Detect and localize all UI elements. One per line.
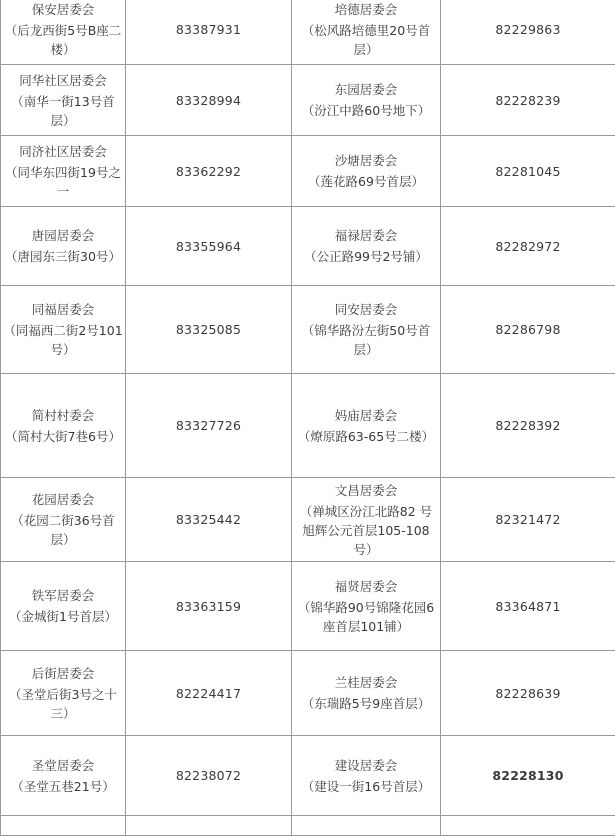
left-committee-address: （后龙西街5号B座二楼） <box>3 21 123 59</box>
right-committee-name: 文昌居委会 <box>294 481 438 500</box>
left-committee-name: 圣堂居委会 <box>3 756 123 775</box>
right-committee-cell <box>292 0 441 65</box>
left-committee-address: （同福西二街2号101号） <box>3 321 123 359</box>
right-phone-number: 82286798 <box>441 286 615 374</box>
left-committee-address: （金城街1号首层） <box>3 607 123 626</box>
right-committee-name: 福贤居委会 <box>294 577 438 596</box>
right-committee-cell <box>292 736 441 816</box>
right-committee-name: 东园居委会 <box>294 80 438 99</box>
left-phone-number: 83355964 <box>126 207 292 286</box>
left-committee-cell <box>1 478 126 562</box>
left-committee-cell <box>1 65 126 136</box>
right-committee-name: 同安居委会 <box>294 300 438 319</box>
left-committee-name: 后街居委会 <box>3 664 123 683</box>
right-committee-cell <box>292 65 441 136</box>
right-committee-cell <box>292 207 441 286</box>
right-committee-cell <box>292 286 441 374</box>
right-phone-number: 82229863 <box>441 0 615 65</box>
table-body <box>1 0 615 836</box>
table-row <box>1 286 615 374</box>
table-row <box>1 136 615 207</box>
left-committee-name: 简村村委会 <box>3 406 123 425</box>
right-phone-number: 82228392 <box>441 374 615 478</box>
right-phone-number: 83364871 <box>441 562 615 651</box>
table-row <box>1 65 615 136</box>
left-phone-number: 83363159 <box>126 562 292 651</box>
left-committee-cell <box>1 374 126 478</box>
table-row <box>1 0 615 65</box>
left-committee-name: 同福居委会 <box>3 300 123 319</box>
left-committee-name: 同华社区居委会 <box>3 71 123 90</box>
right-committee-name: 福禄居委会 <box>294 226 438 245</box>
right-committee-address: （建设一街16号首层） <box>294 777 438 796</box>
left-committee-address: （圣堂后街3号之十三） <box>3 685 123 723</box>
right-committee-address: （锦华路汾左街50号首层） <box>294 321 438 359</box>
right-committee-address: （汾江中路60号地下） <box>294 101 438 120</box>
left-committee-address: （南华一街13号首层） <box>3 92 123 130</box>
left-committee-cell <box>1 286 126 374</box>
right-committee-address: （公正路99号2号铺） <box>294 247 438 266</box>
left-phone-number: 83362292 <box>126 136 292 207</box>
table-row <box>1 651 615 736</box>
table-row <box>1 478 615 562</box>
right-committee-name: 培德居委会 <box>294 0 438 19</box>
empty-cell <box>292 816 441 836</box>
right-phone-number: 82282972 <box>441 207 615 286</box>
left-committee-address: （同华东四街19号之一 <box>3 163 123 201</box>
left-phone-number: 83325442 <box>126 478 292 562</box>
left-committee-cell <box>1 562 126 651</box>
left-committee-name: 保安居委会 <box>3 0 123 19</box>
right-committee-name: 建设居委会 <box>294 756 438 775</box>
right-committee-address: （莲花路69号首层） <box>294 172 438 191</box>
right-committee-cell <box>292 374 441 478</box>
left-committee-cell <box>1 136 126 207</box>
right-phone-number: 82228639 <box>441 651 615 736</box>
left-committee-address: （圣堂五巷21号） <box>3 777 123 796</box>
left-phone-number: 82238072 <box>126 736 292 816</box>
left-committee-cell <box>1 736 126 816</box>
left-phone-number: 83387931 <box>126 0 292 65</box>
table-row-partial <box>1 816 615 836</box>
left-committee-cell <box>1 651 126 736</box>
left-phone-number: 82224417 <box>126 651 292 736</box>
right-committee-cell <box>292 562 441 651</box>
right-committee-address: （锦华路90号锦隆花园6座首层101铺） <box>294 598 438 636</box>
right-committee-address: （禅城区汾江北路82 号旭辉公元首层105-108号） <box>294 502 438 559</box>
left-phone-number: 83327726 <box>126 374 292 478</box>
right-committee-cell <box>292 478 441 562</box>
left-committee-name: 同济社区居委会 <box>3 142 123 161</box>
right-phone-number: 82321472 <box>441 478 615 562</box>
left-committee-name: 花园居委会 <box>3 490 123 509</box>
empty-cell <box>126 816 292 836</box>
right-committee-address: （东瑞路5号9座首层） <box>294 694 438 713</box>
left-committee-address: （简村大街7巷6号） <box>3 427 123 446</box>
left-committee-address: （花园二街36号首层） <box>3 511 123 549</box>
right-phone-number: 82228239 <box>441 65 615 136</box>
right-committee-name: 兰桂居委会 <box>294 673 438 692</box>
right-committee-cell <box>292 651 441 736</box>
table-row <box>1 374 615 478</box>
right-committee-name: 沙塘居委会 <box>294 151 438 170</box>
right-committee-cell <box>292 136 441 207</box>
left-committee-name: 铁军居委会 <box>3 586 123 605</box>
table-row <box>1 562 615 651</box>
left-phone-number: 83328994 <box>126 65 292 136</box>
right-phone-number: 82228130 <box>441 736 615 816</box>
left-committee-address: （唐园东三街30号） <box>3 247 123 266</box>
right-phone-number: 82281045 <box>441 136 615 207</box>
table-row <box>1 207 615 286</box>
right-committee-address: （燎原路63-65号二楼） <box>294 427 438 446</box>
empty-cell <box>1 816 126 836</box>
left-committee-cell <box>1 207 126 286</box>
right-committee-name: 妈庙居委会 <box>294 406 438 425</box>
table-row <box>1 736 615 816</box>
left-committee-name: 唐园居委会 <box>3 226 123 245</box>
right-committee-address: （松风路培德里20号首层） <box>294 21 438 59</box>
empty-cell <box>441 816 615 836</box>
left-phone-number: 83325085 <box>126 286 292 374</box>
left-committee-cell <box>1 0 126 65</box>
